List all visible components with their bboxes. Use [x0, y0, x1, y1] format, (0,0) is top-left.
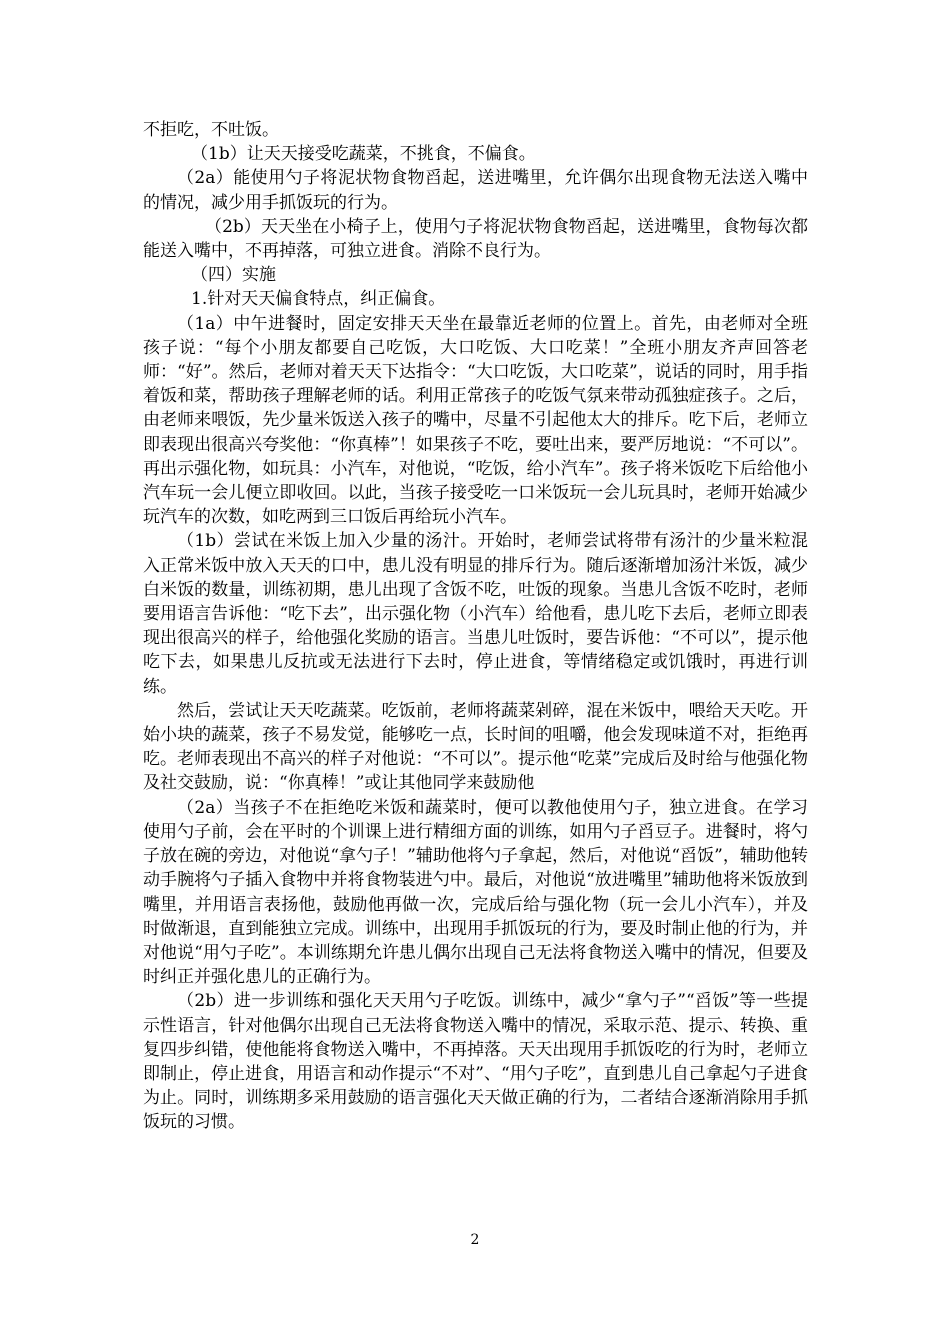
paragraph-goal-2b: （2b）天天坐在小椅子上，使用勺子将泥状物食物舀起，送进嘴里，食物每次都能送入嘴中，不再掉落，可独立进食。消除不良行为。 — [143, 216, 808, 262]
document-body — [143, 118, 808, 1135]
paragraph-goal-2a: （2a）能使用勺子将泥状物食物舀起，送进嘴里，允许偶尔出现食物无法送入嘴中的情况，减少用手抓饭玩的行为。 — [143, 168, 808, 213]
page-number: 2 — [470, 1232, 480, 1248]
section-heading-implementation: （四）实施 — [191, 265, 276, 286]
subheading-picky-eating: 1.针对天天偏食特点，纠正偏食。 — [191, 289, 446, 310]
paragraph-step-2a: （2a）当孩子不在拒绝吃米饭和蔬菜时，便可以教他使用勺子，独立进食。在学习使用勺子前，会在平时的个训课上进行精细方面的训练，如用勺子舀豆子。进餐时，将勺子放在碗的旁边，对他说“拿勺子！”辅助他将勺子拿起，然后，对他说“舀饭”，辅助他转动手腕将勺子插入食物中并将食物装进勺中。最后，对他说“放进嘴里”辅助他将米饭放到嘴里，并用语言表扬他，鼓励他再做一次，完成后给与强化物（玩一会儿小汽车），并及时做渐退，直到能独立完成。训练中，出现用手抓饭玩的行为，要及时制止他的行为，并对他说“用勺子吃”。本训练期允许患儿偶尔出现自己无法将食物送入嘴中的情况，但要及时纠正并强化患儿的正确行为。 — [143, 797, 808, 988]
paragraph-continuation: 不拒吃，不吐饭。 — [143, 120, 279, 140]
paragraph-step-2b: （2b）进一步训练和强化天天用勺子吃饭。训练中，减少“拿勺子”“舀饭”等一些提示性语言，针对他偶尔出现自己无法将食物送入嘴中的情况，采取示范、提示、转换、重复四步纠错，使他能将食物送入嘴中，不再掉落。天天出现用手抓饭吃的行为时，老师立即制止，停止进食，用语言和动作提示“不对”、“用勺子吃”，直到患儿自己拿起勺子进食为止。同时，训练期多采用鼓励的语言强化天天做正确的行为，二者结合逐渐消除用手抓饭玩的习惯。 — [143, 991, 808, 1133]
paragraph-vegetables: 然后，尝试让天天吃蔬菜。吃饭前，老师将蔬菜剁碎，混在米饭中，喂给天天吃。开始小块的蔬菜，孩子不易发觉，能够吃一点，长时间的咀嚼，他会发现味道不对，拒绝再吃。老师表现出不高兴的样子对他说：“不可以”。提示他“吃菜”完成后及时给与他强化物及社交鼓励，说：“你真棒！”或让其他同学来鼓励他 — [143, 700, 808, 794]
paragraph-step-1b: （1b）尝试在米饭上加入少量的汤汁。开始时，老师尝试将带有汤汁的少量米粒混入正常米饭中放入天天的口中，患儿没有明显的排斥行为。随后逐渐增加汤汁米饭，减少白米饭的数量，训练初期，患儿出现了含饭不吃，吐饭的现象。当患儿含饭不吃时，老师要用语言告诉他：“吃下去”，出示强化物（小汽车）给他看，患儿吃下去后，老师立即表现出很高兴的样子，给他强化奖励的语言。当患儿吐饭时，要告诉他：“不可以”，提示他吃下去，如果患儿反抗或无法进行下去时，停止进食，等情绪稳定或饥饿时，再进行训练。 — [143, 531, 808, 697]
paragraph-goal-1b: （1b）让天天接受吃蔬菜，不挑食，不偏食。 — [191, 144, 536, 165]
paragraph-step-1a: （1a）中午进餐时，固定安排天天坐在最靠近老师的位置上。首先，由老师对全班孩子说：“每个小朋友都要自己吃饭，大口吃饭、大口吃菜！”全班小朋友齐声回答老师：“好”。然后，老师对着天天下达指令：“大口吃饭，大口吃菜”，说话的同时，用手指着饭和菜，帮助孩子理解老师的话。利用正常孩子的吃饭气氛来带动孤独症孩子。之后，由老师来喂饭，先少量米饭送入孩子的嘴中，尽量不引起他太大的排斥。吃下后，老师立即表现出很高兴夸奖他：“你真棒”！如果孩子不吃，要吐出来，要严厉地说：“不可以”。再出示强化物，如玩具：小汽车，对他说，“吃饭，给小汽车”。孩子将米饭吃下后给他小汽车玩一会儿便立即收回。以此，当孩子接受吃一口米饭玩一会儿玩具时，老师开始减少玩汽车的次数，如吃两到三口饭后再给玩小汽车。 — [143, 313, 808, 528]
